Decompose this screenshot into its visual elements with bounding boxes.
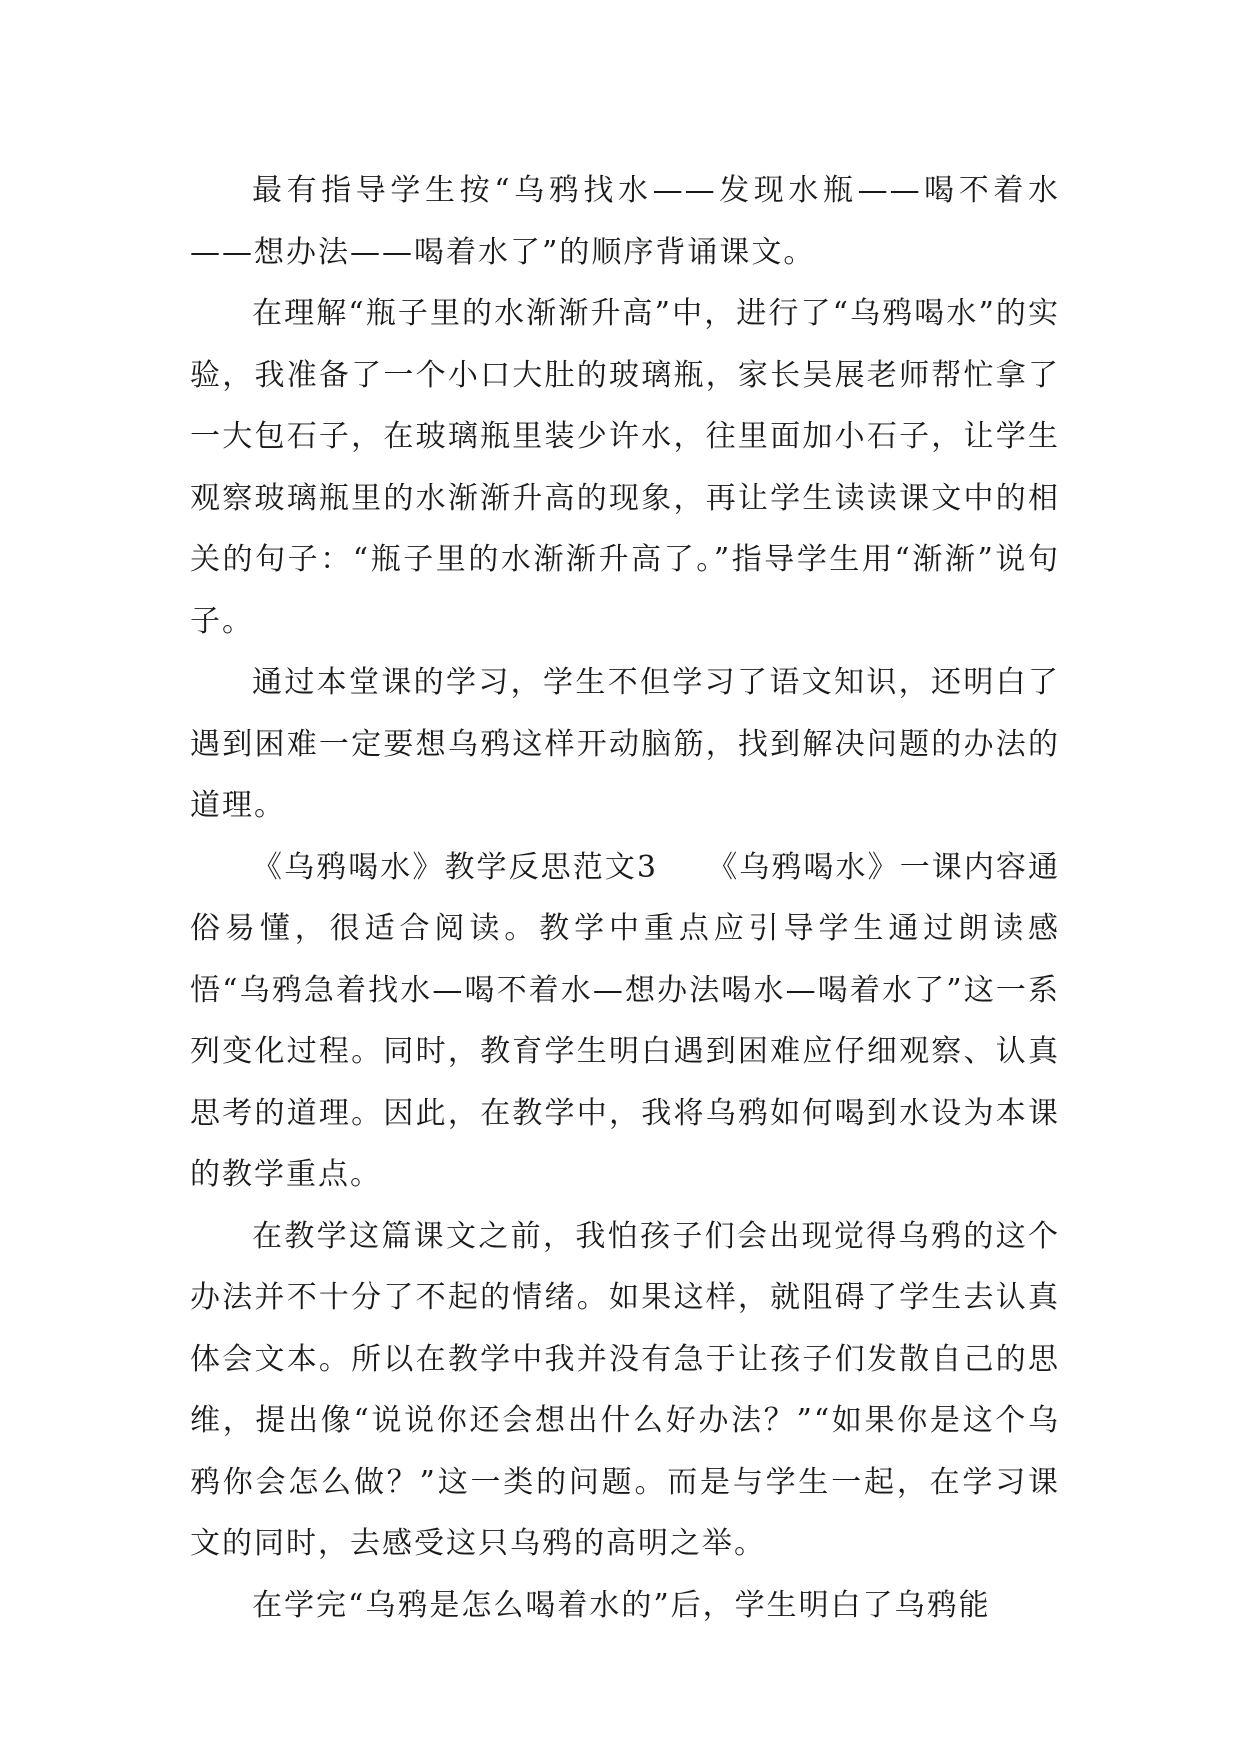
paragraph-4: 《乌鸦喝水》教学反思范文3 《乌鸦喝水》一课内容通俗易懂，很适合阅读。教学中重点应引导学生通过朗读感悟“乌鸦急着找水—喝不着水—想办法喝水—喝着水了”这一系列变化过程。同时，教育学生明白遇到困难应仔细观察、认真思考的道理。因此，在教学中，我将乌鸦如何喝到水设为本课的教学重点。 <box>190 849 1060 1192</box>
paragraph-5: 在教学这篇课文之前，我怕孩子们会出现觉得乌鸦的这个办法并不十分了不起的情绪。如果这样，就阻碍了学生去认真体会文本。所以在教学中我并没有急于让孩子们发散自己的思维，提出像“说说你还会想出什么好办法？”“如果你是这个乌鸦你会怎么做？”这一类的问题。而是与学生一起，在学习课文的同时，去感受这只乌鸦的高明之举。 <box>190 1218 1060 1561</box>
paragraph-6: 在学完“乌鸦是怎么喝着水的”后，学生明白了乌鸦能 <box>252 1587 991 1623</box>
paragraph-1: 最有指导学生按“乌鸦找水——发现水瓶——喝不着水——想办法——喝着水了”的顺序背诵课文。 <box>190 173 1060 270</box>
document-body <box>190 160 1060 1636</box>
paragraph-3: 通过本堂课的学习，学生不但学习了语文知识，还明白了遇到困难一定要想乌鸦这样开动脑筋，找到解决问题的办法的道理。 <box>190 665 1060 823</box>
paragraph-2: 在理解“瓶子里的水渐渐升高”中，进行了“乌鸦喝水”的实验，我准备了一个小口大肚的玻璃瓶，家长吴展老师帮忙拿了一大包石子，在玻璃瓶里装少许水，往里面加小石子，让学生观察玻璃瓶里的水渐渐升高的现象，再让学生读读课文中的相关的句子：“瓶子里的水渐渐升高了。”指导学生用“渐渐”说句子。 <box>190 296 1060 639</box>
